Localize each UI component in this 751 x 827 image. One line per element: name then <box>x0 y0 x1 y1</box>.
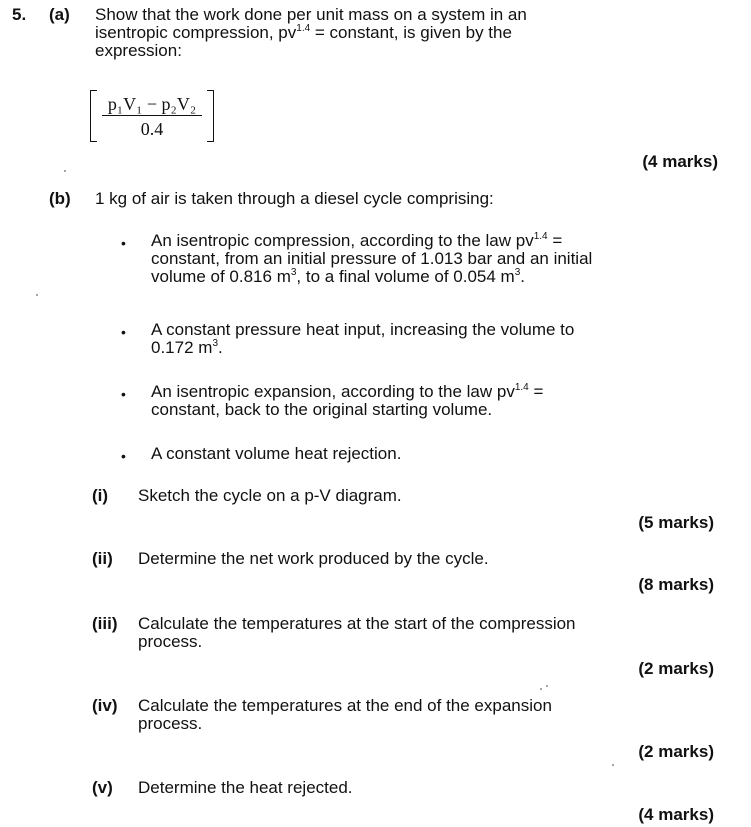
sub-iv-label: (iv) <box>92 696 118 715</box>
question-number: 5. <box>12 5 27 24</box>
part-a-line-1: Show that the work done per unit mass on a system in an <box>95 5 527 24</box>
sub-i-marks: (5 marks) <box>638 513 714 532</box>
bullet-4-text: A constant volume heat rejection. <box>151 444 402 463</box>
bullet-1-line-1: An isentropic compression, according to the law $pv^{1.4}$ = <box>151 231 563 250</box>
sub-iii-label: (iii) <box>92 614 118 633</box>
part-a-label: (a) <box>49 5 70 24</box>
fraction-bar <box>102 115 202 116</box>
sub-iv-line-1: Calculate the temperatures at the end of the expansion <box>138 696 552 715</box>
work-expression-fraction <box>90 90 214 142</box>
bullet-1-icon: • <box>121 235 126 251</box>
part-a-line-2: isentropic compression, $pv^{1.4}$ = constant, is given by the <box>95 23 512 42</box>
bullet-3-line-2: constant, back to the original starting volume. <box>151 400 493 419</box>
bullet-1-line-2: constant, from an initial pressure of 1.013 bar and an initial <box>151 249 593 268</box>
exponent: 1.4 <box>296 23 311 34</box>
sub-ii-marks: (8 marks) <box>638 575 714 594</box>
sub-i-label: (i) <box>92 486 109 505</box>
sub-iv-marks: (2 marks) <box>638 742 714 761</box>
scan-speck <box>546 685 548 687</box>
bullet-1-line-3: volume of 0.816 $m^3$, to a final volume of 0.054 $m^3$. <box>151 267 526 286</box>
bullet-2-icon: • <box>121 324 126 340</box>
scan-speck <box>64 170 66 172</box>
sub-ii-label: (ii) <box>92 549 113 568</box>
bullet-3-line-1: An isentropic expansion, according to the law $pv^{1.4}$ = <box>151 382 544 401</box>
sub-v-text: Determine the heat rejected. <box>138 778 353 797</box>
bullet-4-icon: • <box>121 448 126 464</box>
bullet-3-icon: • <box>121 386 126 402</box>
fraction-numerator: p₁V₁ − p₂V₂ <box>107 94 197 114</box>
bullet-2-line-1: A constant pressure heat input, increasing the volume to <box>151 320 575 339</box>
sub-v-marks: (4 marks) <box>638 805 714 824</box>
part-a-line-3: expression: <box>95 41 182 60</box>
sub-v-label: (v) <box>92 778 113 797</box>
sub-ii-text: Determine the net work produced by the cycle. <box>138 549 489 568</box>
part-b-label: (b) <box>49 189 71 208</box>
scan-speck <box>612 764 614 766</box>
part-a-marks: (4 marks) <box>642 152 718 171</box>
sub-iii-line-1: Calculate the temperatures at the start of the compression <box>138 614 576 633</box>
sub-iv-line-2: process. <box>138 714 203 733</box>
sub-iii-marks: (2 marks) <box>638 659 714 678</box>
fraction-denominator: 0.4 <box>140 119 164 139</box>
bullet-2-line-2: 0.172 $m^3$. <box>151 338 223 357</box>
part-b-intro: 1 kg of air is taken through a diesel cycle comprising: <box>95 189 494 208</box>
scan-speck <box>36 294 38 296</box>
sub-iii-line-2: process. <box>138 632 203 651</box>
sub-i-text: Sketch the cycle on a p-V diagram. <box>138 486 402 505</box>
scan-speck <box>540 688 542 690</box>
